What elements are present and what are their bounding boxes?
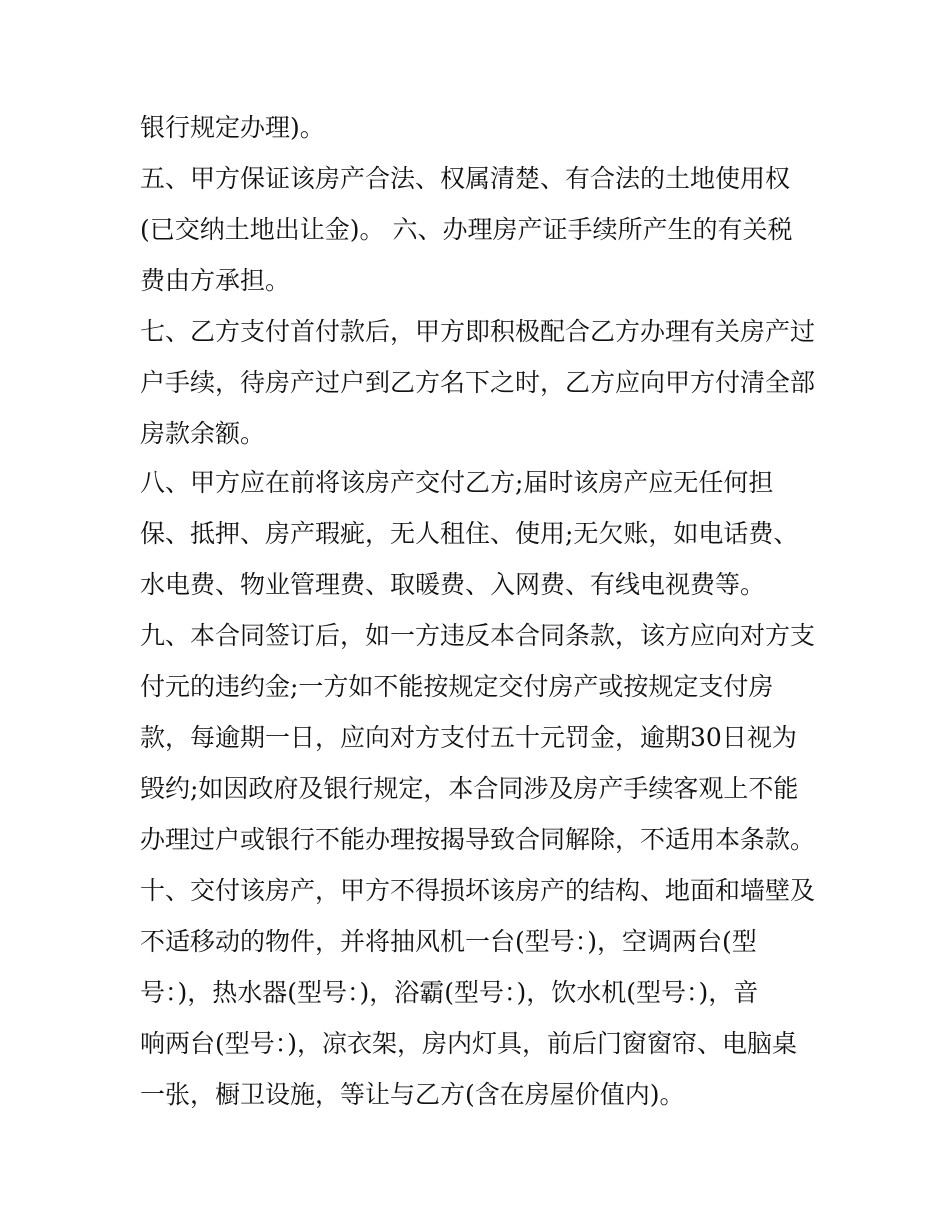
text-line: 响两台(型号：)，凉衣架，房内灯具，前后门窗窗帘、电脑桌: [140, 1029, 798, 1058]
text-line: 九、本合同签订后，如一方违反本合同条款，该方应向对方支: [140, 621, 816, 650]
text-line: 不适移动的物件，并将抽风机一台(型号：)，空调两台(型: [140, 927, 757, 956]
text-line: 款，每逾期一日，应向对方支付五十元罚金，逾期30日视为: [140, 723, 797, 752]
text-line: 付元的违约金;一方如不能按规定交付房产或按规定支付房: [140, 672, 774, 701]
text-line: 十、交付该房产，甲方不得损坏该房产的结构、地面和墙壁及: [140, 876, 816, 905]
text-line: 七、乙方支付首付款后，甲方即积极配合乙方办理有关房产过: [140, 317, 816, 346]
text-line: 八、甲方应在前将该房产交付乙方;届时该房产应无任何担: [140, 468, 774, 497]
text-line: 保、抵押、房产瑕疵，无人租住、使用;无欠账，如电话费、: [140, 519, 799, 548]
text-line: 号：)，热水器(型号：)，浴霸(型号：)，饮水机(型号：)，音: [140, 978, 759, 1007]
text-line: 办理过户或银行不能办理按揭导致合同解除，不适用本条款。: [140, 825, 816, 854]
text-line: 费由方承担。: [140, 266, 291, 295]
text-line: 毁约;如因政府及银行规定，本合同涉及房产手续客观上不能: [140, 774, 799, 803]
text-line: 一张，橱卫设施，等让与乙方(含在房屋价值内)。: [140, 1080, 685, 1109]
text-line: (已交纳土地出让金)。 六、办理房产证手续所产生的有关税: [140, 215, 793, 244]
text-line: 银行规定办理)。: [140, 113, 325, 142]
text-line: 户手续，待房产过户到乙方名下之时，乙方应向甲方付清全部: [140, 368, 816, 397]
text-line: 五、甲方保证该房产合法、权属清楚、有合法的土地使用权: [140, 164, 791, 193]
text-line: 房款余额。: [140, 419, 266, 448]
text-line: 水电费、物业管理费、取暖费、入网费、有线电视费等。: [140, 570, 766, 599]
